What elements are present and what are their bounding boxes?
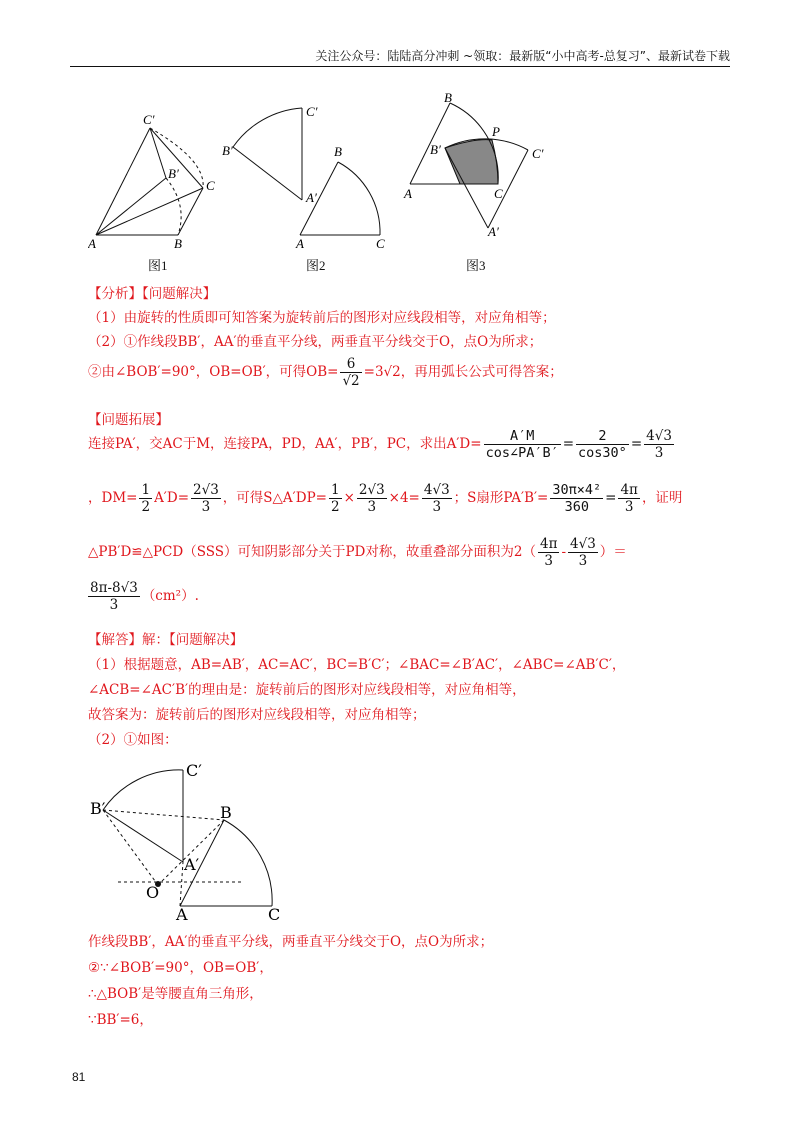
- fraction-4root3-over-3-c: $\frac{4√3}{3}$: [570, 536, 596, 569]
- fraction-4root3-over-3-b: $\frac{4√3}{3}$: [423, 482, 450, 515]
- analysis-title: 【分析】【问题解决】: [88, 286, 217, 302]
- figure-2-diagram: [220, 90, 390, 255]
- figure-1-caption: 图1: [148, 258, 168, 273]
- fig3-label-C: C: [494, 186, 503, 201]
- figure-2: [220, 90, 390, 259]
- fig4-label-O: O: [146, 883, 160, 902]
- fig1-label-C: C: [206, 178, 215, 193]
- answer-line-8: ∵BB′=6，: [88, 1012, 153, 1028]
- fig1-label-B: B: [174, 236, 182, 251]
- figure-1: [88, 90, 228, 259]
- extension-title: 【问题拓展】: [88, 412, 169, 428]
- fig2-label-B: B: [334, 144, 342, 159]
- fig4-label-Cp: C′: [186, 761, 202, 780]
- fraction-final-area: $\frac{8\pi-8√3}{3}$: [90, 580, 138, 613]
- analysis-line-3-text: ②由∠BOB′=90°，OB=OB′，可得OB=: [88, 364, 339, 380]
- answer-line-4: （2）①如图：: [88, 732, 178, 748]
- answer-line-3: 故答案为：旋转前后的图形对应线段相等，对应角相等；: [88, 707, 426, 723]
- analysis-line-3-tail: =3√2，再用弧长公式可得答案；: [363, 364, 563, 380]
- fraction-2root3-over-3: $\frac{2√3}{3}$: [193, 482, 219, 515]
- figure-1-diagram: [88, 90, 228, 255]
- fig2-label-C: C: [376, 236, 385, 251]
- fig1-label-Cp: C′: [143, 112, 155, 127]
- answer-line-1: （1）根据题意，AB=AB′，AC=AC′，BC=B′C′；∠BAC=∠B′AC′，∠ABC=∠AB′C′，: [88, 657, 626, 673]
- fig1-label-Bp: B′: [168, 166, 179, 181]
- fig3-label-B: B: [444, 90, 452, 105]
- extension-line-4: $\frac{8\pi-8√3}{3}$ （cm²）.: [90, 580, 199, 613]
- fraction-4pi-over-3: $\frac{4\pi}{3}$: [620, 482, 638, 515]
- fig4-label-Bp: B′: [90, 799, 106, 818]
- header-text: 关注公众号：陆陆高分冲刺 ~领取：最新版“小中高考-总复习”、最新试卷下载: [315, 49, 730, 63]
- fig3-label-P: P: [492, 124, 500, 139]
- answer-line-2: ∠ACB=∠AC′B′的理由是：旋转前后的图形对应线段相等，对应角相等，: [88, 682, 526, 698]
- fraction-2root3-over-3-b: $\frac{2√3}{3}$: [358, 482, 385, 515]
- answer-line-5: 作线段BB′，AA′的垂直平分线，两垂直平分线交于O，点O为所求；: [88, 934, 494, 950]
- fig2-label-Ap: A′: [306, 190, 317, 205]
- fraction-2-over-cos30: $\frac{2}{\cos 30^\circ}$: [578, 428, 627, 461]
- fig4-label-C: C: [268, 905, 281, 924]
- fig3-label-A: A: [404, 186, 412, 201]
- fraction-4root3-over-3: $\frac{4√3}{3}$: [646, 428, 672, 461]
- analysis-line-3: [88, 356, 563, 389]
- page-header: [70, 44, 730, 67]
- page-number: 81: [72, 1070, 86, 1084]
- analysis-line-2: （2）①作线段BB′，AA′的垂直平分线，两垂直平分线交于O，点O为所求；: [88, 334, 543, 350]
- ext-line-1-text: 连接PA′，交AC于M，连接PA，PD，AA′，PB′，PC，求出A′D=: [88, 436, 482, 452]
- fraction-AM-over-cos: $\frac{A'M}{\cos\angle PA'B'}$: [485, 428, 559, 461]
- fig1-label-A: A: [88, 236, 96, 251]
- analysis-line-1: （1）由旋转的性质即可知答案为旋转前后的图形对应线段相等，对应角相等；: [88, 310, 556, 326]
- figure-4: [88, 752, 298, 931]
- fig3-label-Ap: A′: [488, 224, 499, 239]
- figure-2-caption: 图2: [306, 258, 326, 273]
- extension-line-2: ，DM= $\frac{1}{2}$ A′D= $\frac{2√3}{3}$ ，可得S△A′DP= $\frac{1}{2}$ × $\frac{2√3}{3}$ ×4= $\frac{4√3}{3}$ ；S扇形PA′B′= $\frac{\text{30π×4²}}{360}$ = $\frac{4\pi}{3}$ ，证明: [88, 482, 683, 515]
- figure-3: [400, 88, 560, 257]
- figure-3-caption: 图3: [466, 258, 486, 273]
- extension-line-3: △PB′D≌△PCD（SSS）可知阴影部分关于PD对称，故重叠部分面积为2（ $\frac{4\pi}{3}$ - $\frac{4√3}{3}$ ）＝: [88, 536, 627, 569]
- fig4-label-B: B: [220, 803, 232, 822]
- figure-3-diagram: [400, 88, 560, 253]
- fraction-6-over-root2: $\frac{6}{√2}$: [342, 356, 360, 389]
- fig4-label-A: A: [176, 905, 188, 924]
- fig3-label-Bp: B′: [430, 142, 441, 157]
- fraction-half-2: $\frac{1}{2}$: [330, 482, 340, 515]
- fig2-label-Cp: C′: [306, 104, 318, 119]
- fraction-half: $\frac{1}{2}$: [141, 482, 151, 515]
- fig4-label-Ap: A′: [184, 855, 200, 874]
- fig3-label-Cp: C′: [532, 146, 544, 161]
- fraction-4pi-over-3-b: $\frac{4\pi}{3}$: [539, 536, 558, 569]
- answer-title: 【解答】解：【问题解决】: [88, 632, 244, 648]
- answer-line-6: ②∵∠BOB′=90°，OB=OB′，: [88, 960, 273, 976]
- fraction-sector-area: $\frac{\text{30π×4²}}{360}$: [552, 482, 602, 515]
- answer-line-7: ∴△BOB′是等腰直角三角形，: [88, 986, 263, 1002]
- extension-line-1: 连接PA′，交AC于M，连接PA，PD，AA′，PB′，PC，求出A′D= $\frac{A'M}{\cos\angle PA'B'}$ = $\frac{2}{\cos 30^\circ}$ = $\frac{4√3}{3}$: [88, 428, 672, 461]
- fig2-label-Bp: B′: [222, 143, 233, 158]
- fig2-label-A: A: [296, 236, 304, 251]
- figure-4-diagram: [88, 752, 298, 927]
